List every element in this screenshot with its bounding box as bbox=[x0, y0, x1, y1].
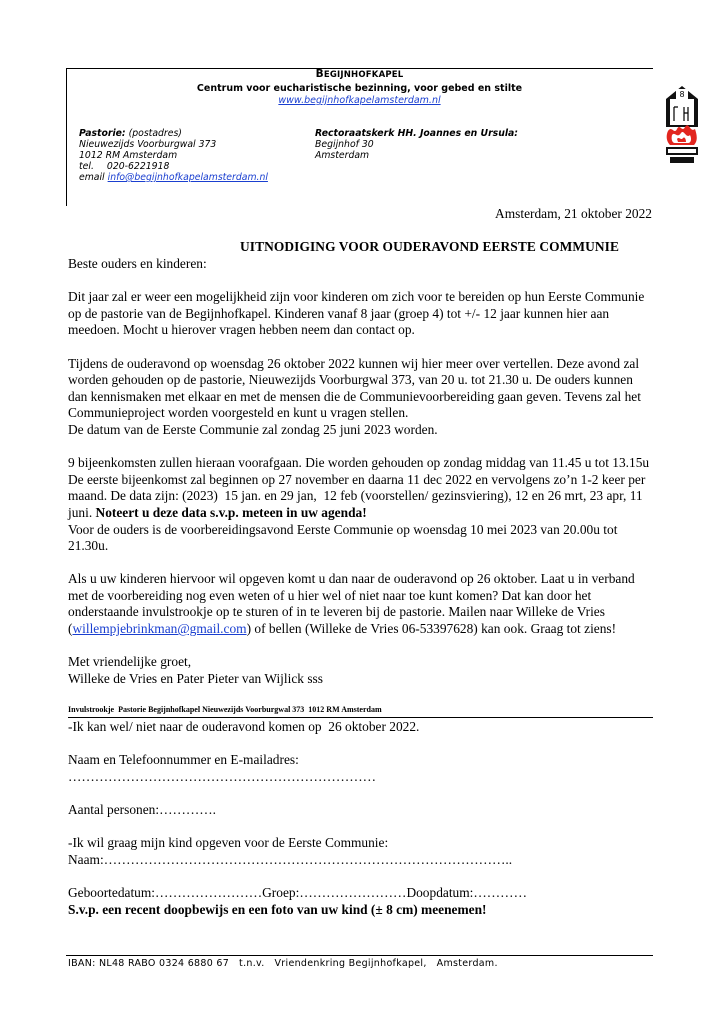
form-name-field[interactable]: Naam:……………………………………………………………………………….. bbox=[68, 851, 513, 867]
pastorie-address bbox=[79, 128, 268, 183]
form-persons-field[interactable]: Aantal personen:…………. bbox=[68, 801, 217, 817]
form-instruction: S.v.p. een recent doopbewijs en een foto van uw kind (± 8 cm) meenemen! bbox=[68, 901, 487, 917]
chapel-subtitle: Centrum voor eucharistische bezinning, voor gebed en stilte bbox=[196, 83, 523, 94]
rectoraat-city: Amsterdam bbox=[315, 150, 370, 161]
letter-body bbox=[68, 256, 653, 687]
footer-bank-details: IBAN: NL48 RABO 0324 6880 67 t.n.v. Vriendenkring Begijnhofkapel, Amsterdam. bbox=[68, 958, 498, 969]
signature: Willeke de Vries en Pater Pieter van Wijlick sss bbox=[68, 670, 323, 686]
letter-date: Amsterdam, 21 oktober 2022 bbox=[495, 206, 652, 221]
footer-rule bbox=[66, 955, 653, 956]
pastorie-label: Pastorie: bbox=[79, 128, 126, 139]
paragraph-communion-date: De datum van de Eerste Communie zal zondag 25 juni 2023 worden. bbox=[68, 421, 438, 437]
form-contact-label: Naam en Telefoonnummer en E-mailadres: bbox=[68, 752, 299, 768]
paragraph-ouderavond: Tijdens de ouderavond op woensdag 26 oktober 2022 kunnen wij hier meer over vertellen. Deze avond zal worden gehouden op de pastorie, Nieuwezijds Voorburgwal 373, van 20 u. tot 21.30 u. De ouders kunnen dan kennismaken met elkaar en met de mensen die de Communievoorbereiding gaan geven. Tevens zal het Communieproject worden voorgesteld en kunt u vragen stellen. bbox=[68, 355, 641, 421]
paragraph-intro: Dit jaar zal er weer een mogelijkheid zijn voor kinderen om zich voor te bereiden op hun Eerste Communie op de pastorie van de Begijnhofkapel. Kinderen vanaf 8 jaar (groep 4) tot +/- 12 jaar kunnen hier aan meedoen. Mocht u hierover vragen hebben neem dan contact op. bbox=[68, 289, 645, 338]
rectoraat-address bbox=[315, 128, 518, 161]
letter-title: UITNODIGING VOOR OUDERAVOND EERSTE COMMUNIE bbox=[240, 239, 619, 254]
chapel-website-link[interactable]: www.begijnhofkapelamsterdam.nl bbox=[278, 95, 441, 106]
contact-email-link[interactable]: willempjebrinkman@gmail.com bbox=[72, 621, 247, 637]
pastorie-label-note: (postadres) bbox=[125, 128, 182, 139]
chapel-name: BEGIJNHOFKAPEL bbox=[315, 68, 404, 80]
pastorie-email-link[interactable]: info@begijnhofkapelamsterdam.nl bbox=[107, 172, 268, 183]
pastorie-phone-line: tel. 020-6221918 bbox=[79, 161, 170, 172]
form-header: Invulstrookje Pastorie Begijnhofkapel Nieuwezijds Voorburgwal 373 1012 RM Amsterdam bbox=[68, 705, 382, 714]
closing: Met vriendelijke groet, bbox=[68, 654, 192, 670]
schedule-note: Noteert u deze data s.v.p. meteen in uw agenda! bbox=[95, 504, 367, 520]
pastorie-street: Nieuwezijds Voorburgwal 373 bbox=[79, 139, 217, 150]
pastorie-phone: 020-6221918 bbox=[106, 161, 170, 172]
form-attendance-line[interactable]: -Ik kan wel/ niet naar de ouderavond komen op 26 oktober 2022. bbox=[68, 719, 420, 734]
form-contact-field[interactable]: …………………………………………………………… bbox=[68, 768, 376, 784]
form-enroll-label: -Ik wil graag mijn kind opgeven voor de Eerste Communie: bbox=[68, 835, 389, 851]
chapel-website-line bbox=[66, 95, 653, 106]
rectoraat-label: Rectoraatskerk HH. Joannes en Ursula: bbox=[315, 128, 519, 139]
response-form bbox=[68, 719, 653, 918]
paragraph-schedule: 9 bijeenkomsten zullen hieraan voorafgaan. Die worden gehouden op zondag middag van 11.45 u tot 13.15u De eerste bijeenkomst zal beginnen op 27 november en daarna 11 dec 2022 en vervolgens zo’n 1-2 keer per maand. De data zijn: (2023) 15 jan. en 29 jan, 12 feb (voorstellen/ gezinsviering), 12 en 26 mrt, 23 apr, 11 juni. Noteert u deze data s.v.p. meteen in uw agenda! bbox=[68, 455, 650, 520]
chapel-flame-icon bbox=[662, 85, 702, 165]
pastorie-city: 1012 RM Amsterdam bbox=[79, 150, 178, 161]
pastorie-email-line: email info@begijnhofkapelamsterdam.nl bbox=[79, 172, 268, 183]
rectoraat-street: Begijnhof 30 bbox=[315, 139, 374, 150]
paragraph-parents-evening: Voor de ouders is de voorbereidingsavond Eerste Communie op woensdag 10 mei 2023 van 20.00u tot 21.30u. bbox=[68, 521, 618, 554]
logo-number: 8 bbox=[679, 90, 685, 99]
greeting: Beste ouders en kinderen: bbox=[68, 256, 207, 271]
paragraph-signup: Als u uw kinderen hiervoor wil opgeven komt u dan naar de ouderavond op 26 oktober. Laat u in verband met de voorbereiding nog even weten of u hier wel of niet naar toe kunt komen? Dat kan door het onderstaande invulstrookje op te sturen of in te leveren bij de pastorie. Mailen naar Willeke de Vries (willempjebrinkman@gmail.com) of bellen (Willeke de Vries 06-53397628) kan ook. Graag tot ziens! bbox=[68, 571, 635, 637]
form-separator bbox=[68, 717, 653, 718]
form-dates-field[interactable]: Geboortedatum:……………………Groep:……………………Doopdatum:………… bbox=[68, 884, 527, 900]
